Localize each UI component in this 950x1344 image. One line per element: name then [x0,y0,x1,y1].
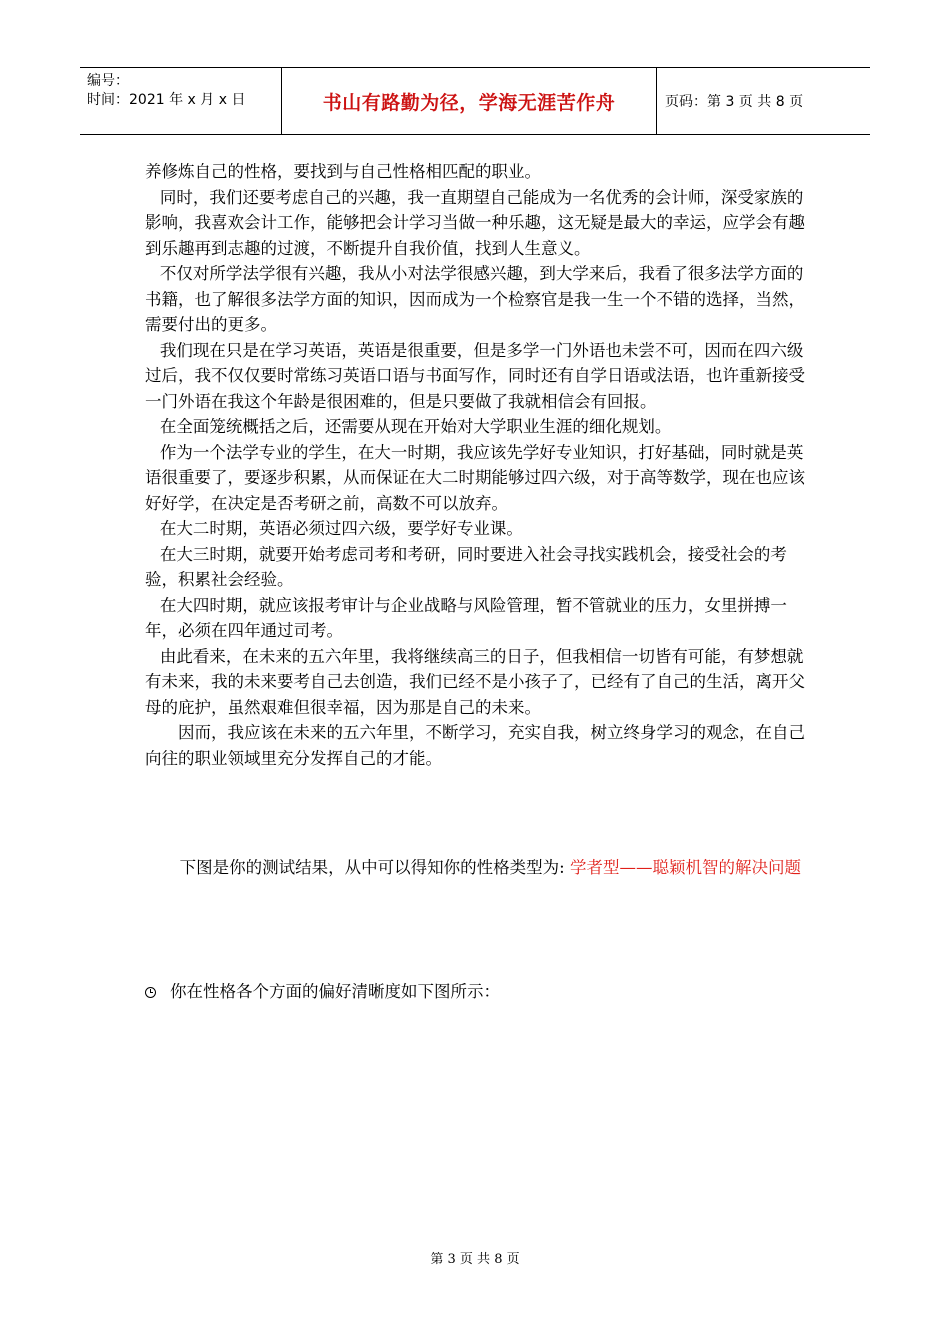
date-line: 时间：2021 年 x 月 x 日 [87,92,246,108]
number-label: 编号： [87,73,129,89]
personality-type: 学者型——聪颖机智的解决问题 [569,858,801,877]
paragraph: 在大二时期，英语必须过四六级，要学好专业课。 [159,519,523,538]
paragraph: 同时，我们还要考虑自己的兴趣，我一直期望自己能成为一名优秀的会计师，深受家族的影响，我喜欢会计工作，能够把会计学习当做一种乐趣，这无疑是最大的幸运，应学会有趣到乐趣再到志趣的过渡，不断提升自我价值，找到人生意义。 [145,187,805,258]
body-text [145,159,810,771]
paragraph: 在全面笼统概括之后，还需要从现在开始对大学职业生涯的细化规划。 [159,417,672,436]
paragraph: 在大四时期，就应该报考审计与企业战略与风险管理，暂不管就业的压力，女里拼搏一年，必须在四年通过司考。 [145,595,787,640]
paragraph: 在大三时期，就要开始考虑司考和考研，同时要进入社会寻找实践机会，接受社会的考验，积累社会经验。 [145,544,787,589]
paragraph: 作为一个法学专业的学生，在大一时期，我应该先学好专业知识，打好基础，同时就是英语很重要了，要逐步积累，从而保证在大二时期能够过四六级，对于高等数学，现在也应该好好学，在决定是否考研之前，高数不可以放弃。 [145,442,805,513]
header-motto: 书山有路勤为径，学海无涯苦作舟 [282,68,657,134]
header-meta-cell [80,68,282,134]
header-table [80,67,870,135]
preference-text: 你在性格各个方面的偏好清晰度如下图所示： [170,982,500,1001]
paragraph: 养修炼自己的性格，要找到与自己性格相匹配的职业。 [145,162,541,181]
preference-line [145,981,500,1003]
clock-icon [145,987,156,998]
paragraph: 由此看来，在未来的五六年里，我将继续高三的日子，但我相信一切皆有可能，有梦想就有未来，我的未来要考自己去创造，我们已经不是小孩子了，已经有了自己的生活，离开父母的庇护，虽然艰难但很幸福，因为那是自己的未来。 [145,646,805,717]
paragraph: 不仅对所学法学很有兴趣，我从小对法学很感兴趣，到大学来后，我看了很多法学方面的书籍，也了解很多法学方面的知识，因而成为一个检察官是我一生一个不错的选择，当然，需要付出的更多。 [145,264,805,334]
test-result [145,855,810,881]
paragraph: 我们现在只是在学习英语，英语是很重要，但是多学一门外语也未尝不可，因而在四六级过后，我不仅仅要时常练习英语口语与书面写作，同时还有自学日语或法语，也许重新接受一门外语在我这个年龄是很困难的，但是只要做了我就相信会有回报。 [145,340,805,411]
result-intro: 下图是你的测试结果，从中可以得知你的性格类型为: [179,858,570,877]
header-page-info: 页码：第 3 页 共 8 页 [665,94,804,110]
paragraph: 因而，我应该在未来的五六年里，不断学习，充实自我，树立终身学习的观念，在自己向往的职业领域里充分发挥自己的才能。 [145,723,805,768]
page-footer: 第 3 页 共 8 页 [430,1252,520,1267]
